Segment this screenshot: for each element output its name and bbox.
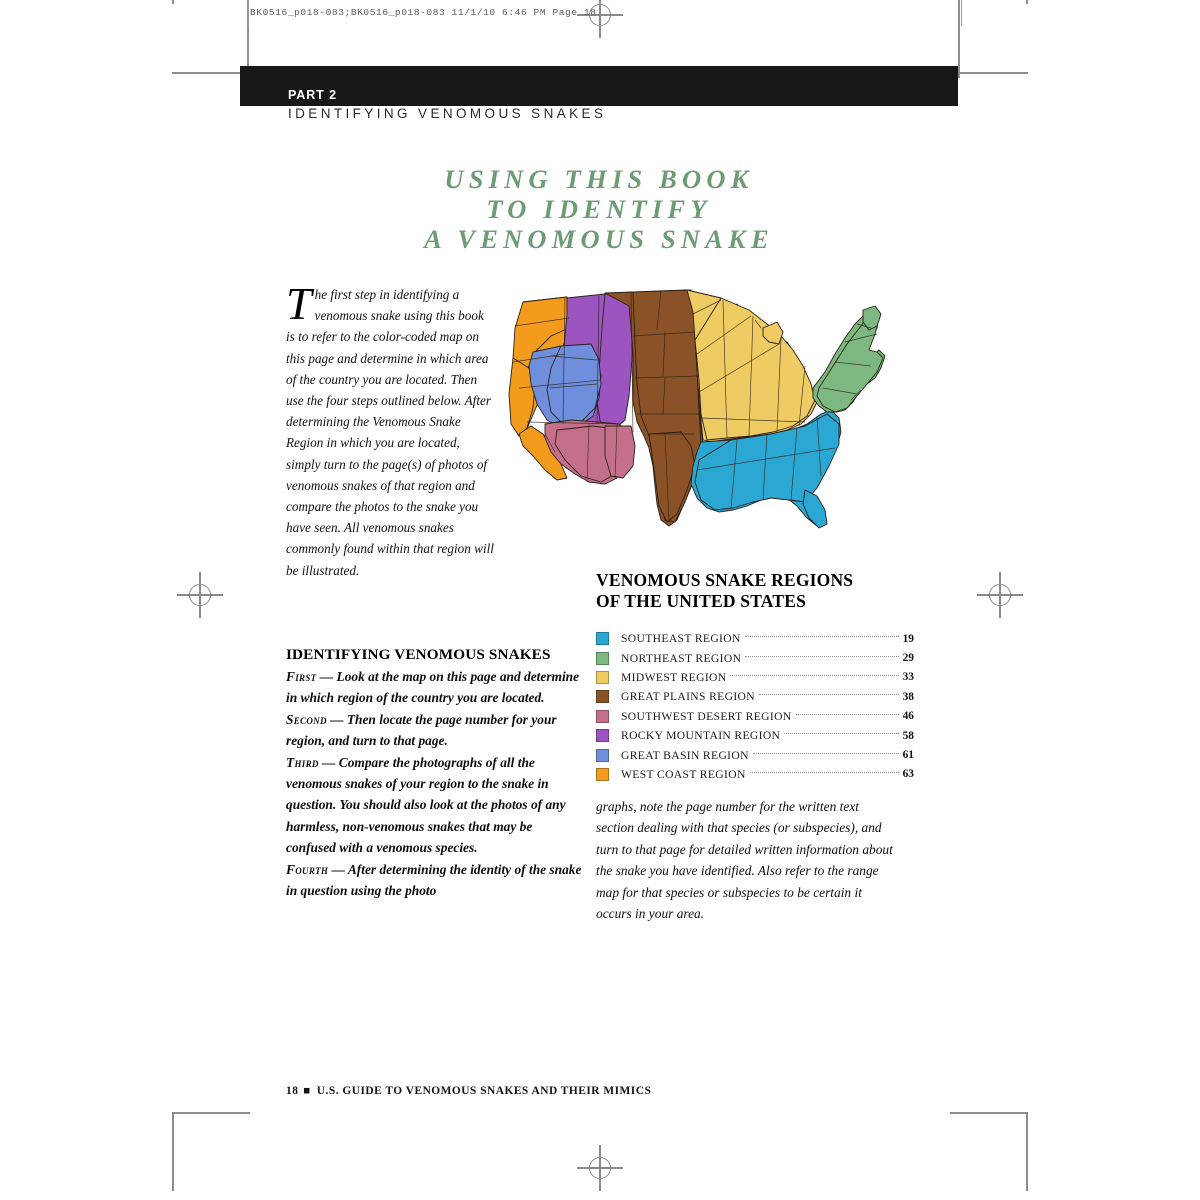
step-third-label: Third bbox=[286, 754, 319, 770]
legend-page-great-plains[interactable]: 38 bbox=[902, 690, 914, 703]
legend-swatch-great-basin bbox=[596, 749, 609, 762]
legend-label-southeast: SOUTHEAST REGION bbox=[621, 632, 741, 646]
legend-row-great-basin[interactable] bbox=[596, 745, 914, 764]
step-third-dash: — bbox=[318, 754, 339, 770]
legend-title bbox=[596, 570, 914, 612]
legend-swatch-southwest-desert bbox=[596, 710, 609, 723]
step-fourth-label: Fourth bbox=[286, 861, 329, 877]
legend-row-rocky-mountain[interactable] bbox=[596, 726, 914, 745]
step-second-body: Then locate the page number for your region, and turn to that page. bbox=[286, 711, 557, 749]
legend-label-southwest-desert: SOUTHWEST DESERT REGION bbox=[621, 709, 792, 723]
step-second bbox=[286, 709, 584, 752]
crop-mark-top-right-h bbox=[950, 72, 1028, 74]
step-third-body: Compare the photographs of all the venomous snakes of your region to the snake in question. You should also look at the photos of any harmless, non-venomous snakes that may be confused with a venomous species. bbox=[286, 754, 566, 856]
legend-row-great-plains[interactable] bbox=[596, 687, 914, 706]
intro-paragraph bbox=[286, 278, 494, 581]
legend-label-west-coast: WEST COAST REGION bbox=[621, 767, 746, 781]
legend-swatch-west-coast bbox=[596, 768, 609, 781]
registration-mark-left bbox=[177, 572, 223, 618]
step-second-dash: — bbox=[326, 711, 347, 727]
book-page bbox=[240, 58, 960, 1133]
footer-book-title: U.S. GUIDE TO VENOMOUS SNAKES AND THEIR MIMICS bbox=[316, 1085, 652, 1097]
legend-leader-dots bbox=[730, 675, 898, 676]
legend-page-west-coast[interactable]: 63 bbox=[902, 768, 914, 781]
legend-leader-dots bbox=[745, 636, 899, 637]
identifying-steps-section bbox=[286, 646, 584, 901]
imposition-slug-line bbox=[250, 4, 960, 21]
legend-swatch-great-plains bbox=[596, 690, 609, 703]
legend-label-midwest: MIDWEST REGION bbox=[621, 670, 727, 684]
legend-title-line-2: OF THE UNITED STATES bbox=[596, 591, 807, 611]
legend-page-rocky-mountain[interactable]: 58 bbox=[902, 729, 914, 742]
legend-swatch-midwest bbox=[596, 671, 609, 684]
page-footer bbox=[286, 1085, 651, 1097]
step-first-body: Look at the map on this page and determine in which region of the country you are located. bbox=[286, 669, 580, 706]
page-title-line-2: TO IDENTIFY bbox=[486, 194, 712, 224]
legend-swatch-northeast bbox=[596, 652, 609, 665]
crop-mark-bottom-left-v bbox=[172, 1113, 174, 1191]
step-second-label: Second bbox=[286, 711, 327, 727]
crop-mark-top-right-v bbox=[1026, 0, 1028, 4]
legend-row-west-coast[interactable] bbox=[596, 765, 914, 784]
legend-page-northeast[interactable]: 29 bbox=[902, 652, 914, 665]
legend-leader-dots bbox=[796, 714, 899, 715]
page-title-line-3: A VENOMOUS SNAKE bbox=[424, 224, 774, 254]
legend-leader-dots bbox=[750, 772, 899, 773]
crop-mark-bottom-right-v bbox=[1026, 1113, 1028, 1191]
continuation-paragraph: graphs, note the page number for the written text section dealing with that species (or subspecies), and turn to that page for detailed written information about the snake you have identified. Also refer to the range map for that species or subspecies to be certain it occurs in your area. bbox=[596, 799, 893, 922]
legend-page-southeast[interactable]: 19 bbox=[902, 632, 914, 645]
legend-leader-dots bbox=[745, 656, 898, 657]
step-fourth bbox=[286, 859, 584, 902]
registration-mark-right bbox=[977, 572, 1023, 618]
legend-swatch-southeast bbox=[596, 632, 609, 645]
legend-list bbox=[596, 629, 914, 784]
legend-leader-dots bbox=[784, 733, 898, 734]
page-title bbox=[240, 164, 958, 254]
footer-page-number: 18 bbox=[286, 1085, 299, 1097]
drop-cap: T bbox=[286, 278, 312, 329]
legend-label-northeast: NORTHEAST REGION bbox=[621, 651, 742, 665]
step-first-label: First bbox=[286, 669, 317, 684]
legend-leader-dots bbox=[759, 694, 899, 695]
step-fourth-dash: — bbox=[328, 861, 348, 877]
legend-page-southwest-desert[interactable]: 46 bbox=[902, 710, 914, 723]
legend-row-southeast[interactable] bbox=[596, 629, 914, 648]
legend-label-rocky-mountain: ROCKY MOUNTAIN REGION bbox=[621, 729, 781, 743]
footer-bullet-icon: ■ bbox=[303, 1085, 311, 1097]
us-venomous-snake-region-map bbox=[505, 284, 905, 534]
step-third bbox=[286, 752, 584, 859]
crop-mark-bottom-left-h bbox=[172, 1112, 250, 1114]
registration-mark-bottom bbox=[577, 1145, 623, 1191]
step-fourth-body: After determining the identity of the snake in question using the photo bbox=[286, 861, 582, 899]
step-first-dash: — bbox=[316, 669, 337, 684]
legend-page-midwest[interactable]: 33 bbox=[902, 671, 914, 684]
legend-label-great-plains: GREAT PLAINS REGION bbox=[621, 690, 755, 704]
legend-leader-dots bbox=[753, 753, 899, 754]
legend-label-great-basin: GREAT BASIN REGION bbox=[621, 748, 749, 762]
intro-text: he first step in identifying a venomous snake using this book is to refer to the color-coded map on this page and determine in which area of the country you are located. Then use the four steps outlined below. After determining the Venomous Snake Region in which you are located, simply turn to the page(s) of photos of venomous snakes of that region and compare the photos to the snake you have seen. All venomous snakes commonly found within that region will be illustrated. bbox=[286, 287, 494, 578]
legend-row-northeast[interactable] bbox=[596, 648, 914, 667]
crop-mark-top-left-v bbox=[172, 0, 174, 4]
legend-row-midwest[interactable] bbox=[596, 668, 914, 687]
crop-mark-top-left-h bbox=[172, 72, 250, 74]
part-subtitle: IDENTIFYING VENOMOUS SNAKES bbox=[288, 106, 607, 121]
region-legend bbox=[596, 570, 914, 784]
steps-heading: IDENTIFYING VENOMOUS SNAKES bbox=[286, 646, 551, 663]
legend-page-great-basin[interactable]: 61 bbox=[902, 749, 914, 762]
part-banner bbox=[240, 66, 958, 106]
legend-title-line-1: VENOMOUS SNAKE REGIONS bbox=[596, 570, 854, 590]
part-label: PART 2 bbox=[288, 88, 337, 102]
crop-mark-bottom-right-h bbox=[950, 1112, 1028, 1114]
step-first bbox=[286, 666, 584, 709]
legend-row-southwest-desert[interactable] bbox=[596, 707, 914, 726]
legend-swatch-rocky-mountain bbox=[596, 729, 609, 742]
slug-text: BK0516_p018-083;BK0516_p018-083 11/1/10 6:46 PM Page 18 bbox=[250, 7, 597, 18]
page-title-line-1: USING THIS BOOK bbox=[444, 164, 754, 194]
